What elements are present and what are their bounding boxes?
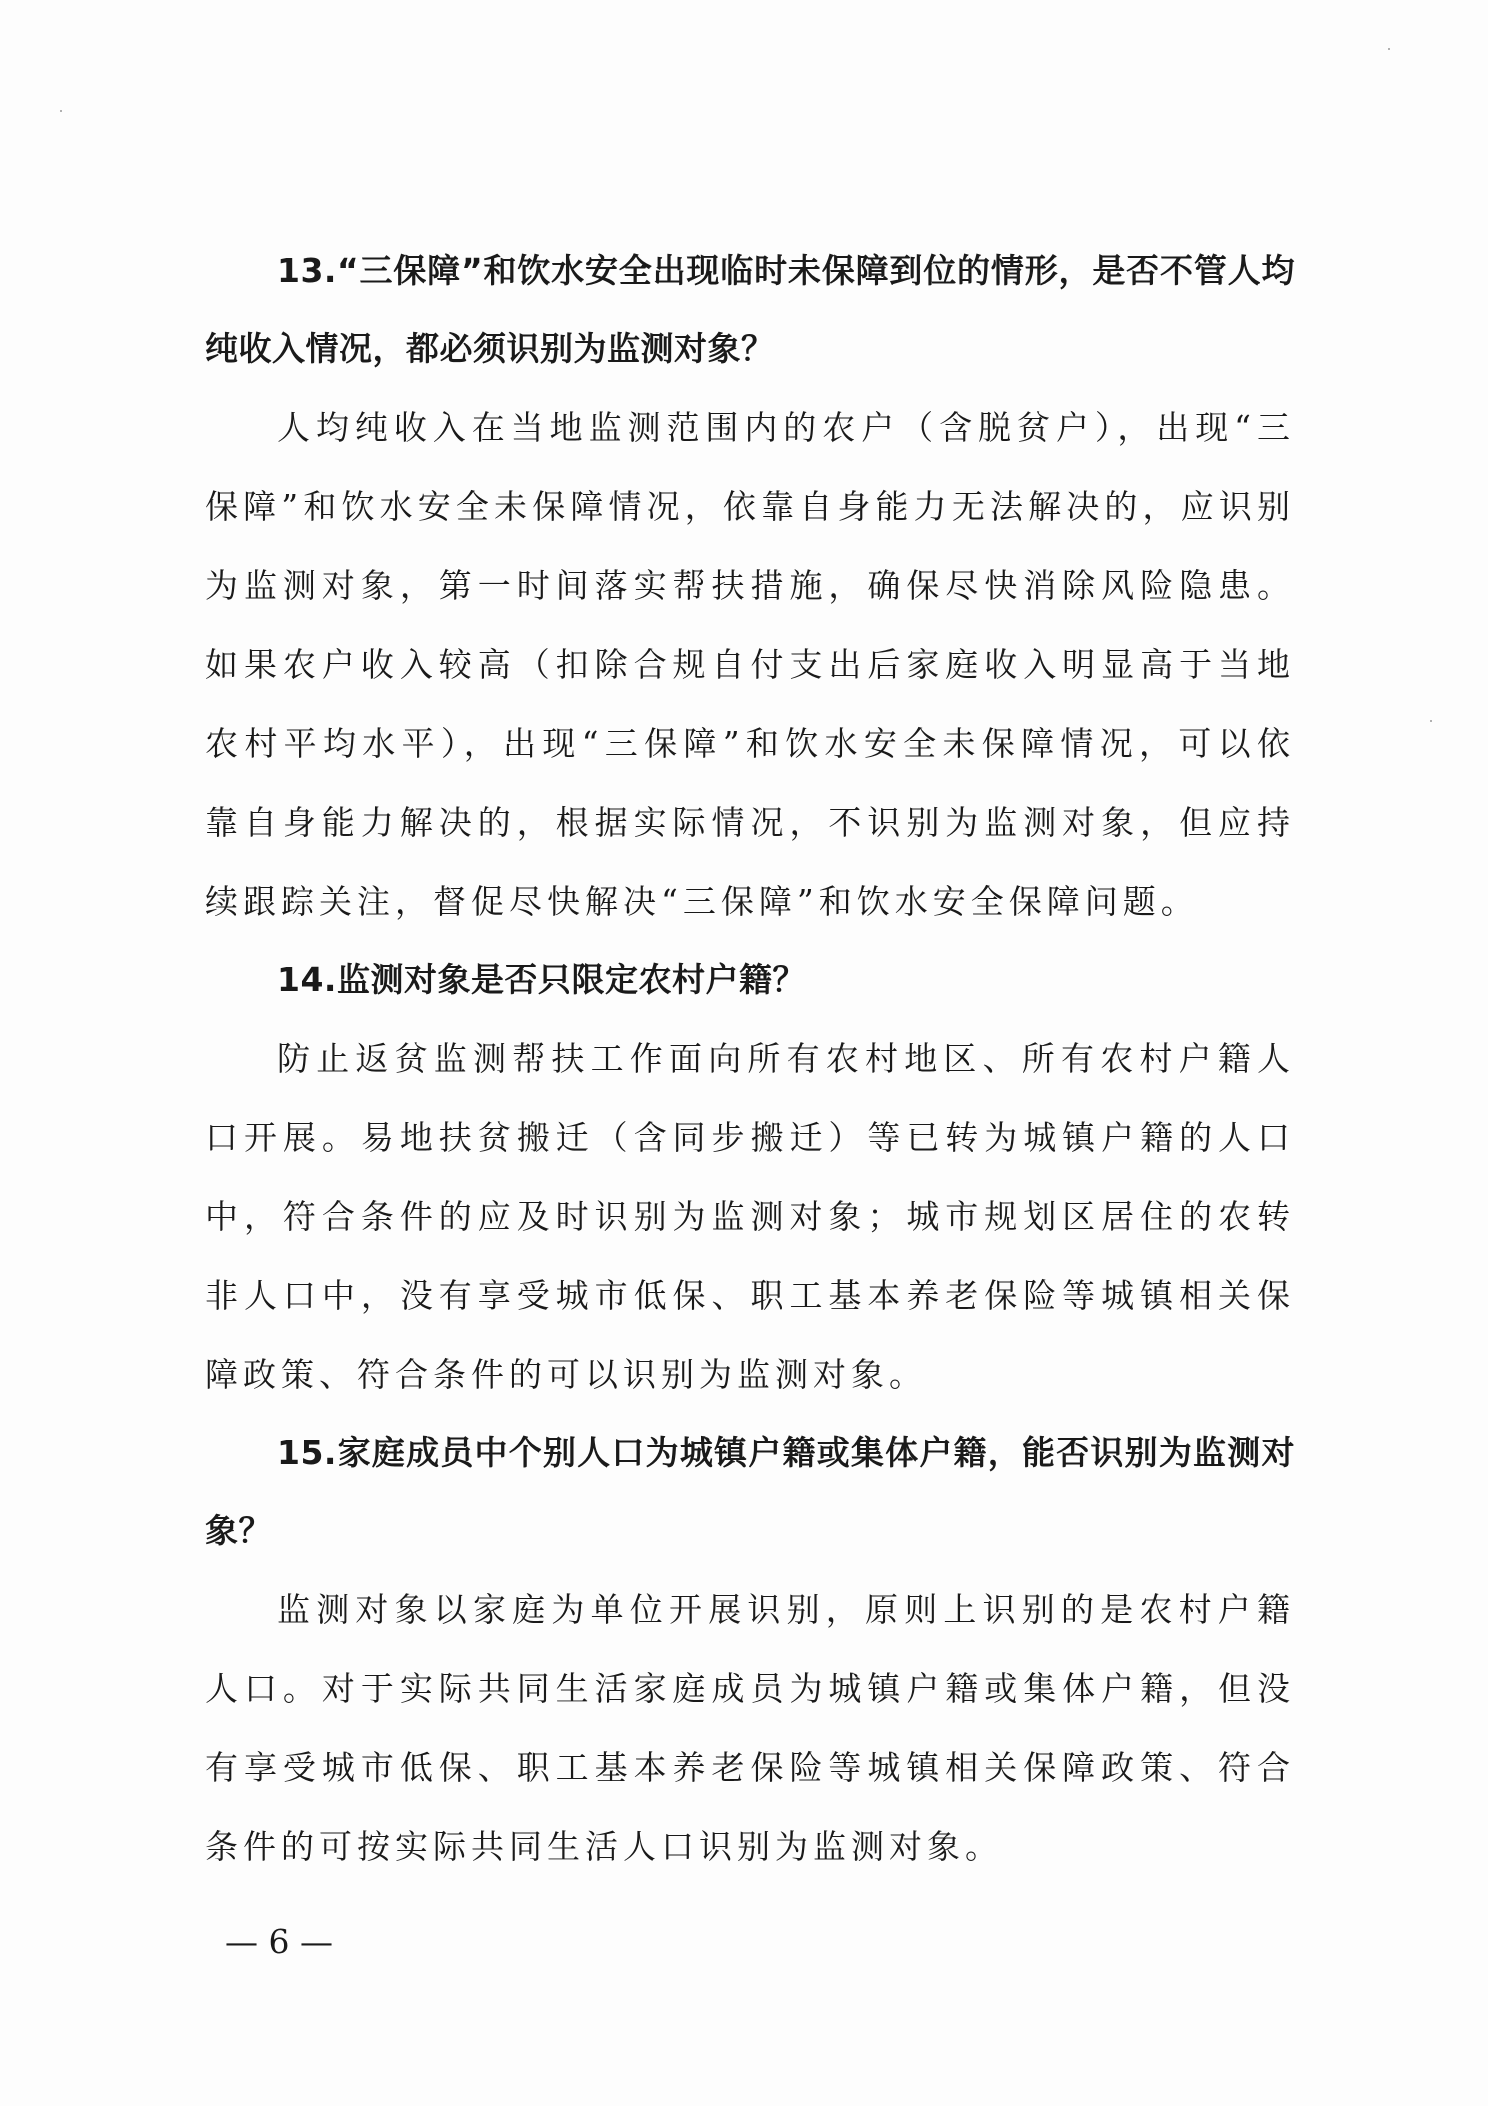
- page-number: — 6 —: [225, 1922, 333, 1961]
- question-14: 14.监测对象是否只限定农村户籍？: [277, 960, 806, 999]
- document-body: [205, 232, 1295, 1886]
- answer-15: 监测对象以家庭为单位开展识别，原则上识别的是农村户籍人口。对于实际共同生活家庭成员为城镇户籍或集体户籍，但没有享受城市低保、职工基本养老保险等城镇相关保障政策、符合条件的可按实际共同生活人口识别为监测对象。: [205, 1590, 1295, 1866]
- scan-speck: [1430, 720, 1432, 722]
- answer-14: 防止返贫监测帮扶工作面向所有农村地区、所有农村户籍人口开展。易地扶贫搬迁（含同步搬迁）等已转为城镇户籍的人口中，符合条件的应及时识别为监测对象；城市规划区居住的农转非人口中，没有享受城市低保、职工基本养老保险等城镇相关保障政策、符合条件的可以识别为监测对象。: [205, 1039, 1295, 1394]
- question-15: 15.家庭成员中个别人口为城镇户籍或集体户籍，能否识别为监测对象？: [205, 1433, 1295, 1550]
- question-13: 13.“三保障”和饮水安全出现临时未保障到位的情形，是否不管人均纯收入情况，都必须识别为监测对象？: [205, 251, 1295, 368]
- answer-13: 人均纯收入在当地监测范围内的农户（含脱贫户），出现“三保障”和饮水安全未保障情况，依靠自身能力无法解决的，应识别为监测对象，第一时间落实帮扶措施，确保尽快消除风险隐患。如果农户收入较高（扣除合规自付支出后家庭收入明显高于当地农村平均水平），出现“三保障”和饮水安全未保障情况，可以依靠自身能力解决的，根据实际情况，不识别为监测对象，但应持续跟踪关注，督促尽快解决“三保障”和饮水安全保障问题。: [205, 408, 1295, 921]
- scan-speck: [1388, 48, 1390, 50]
- scan-speck: [60, 110, 62, 112]
